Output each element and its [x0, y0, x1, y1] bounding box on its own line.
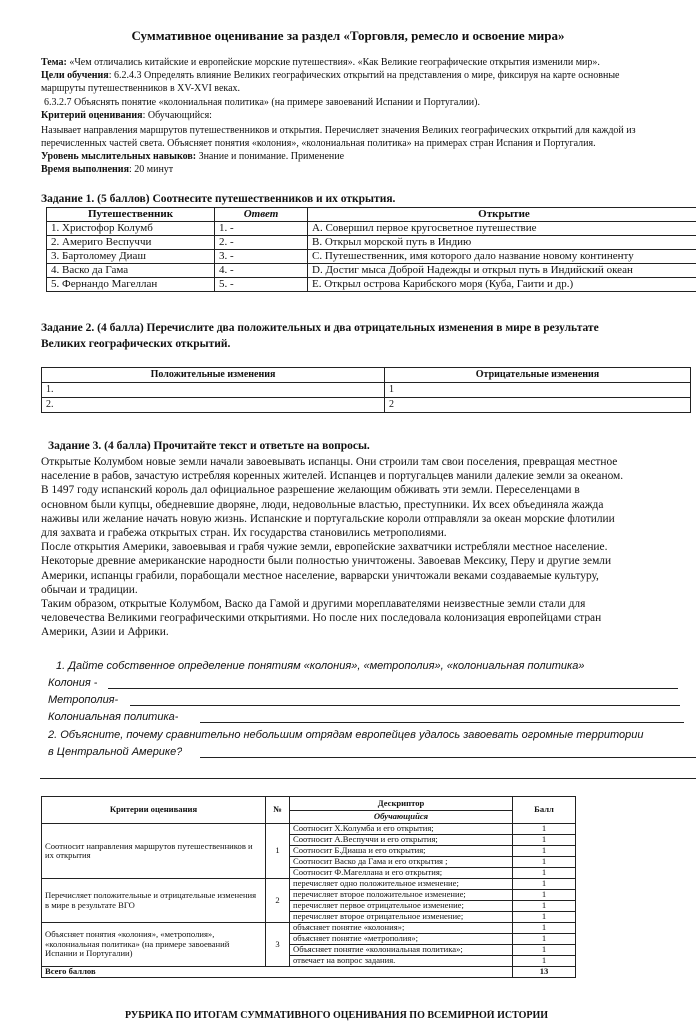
level-text: Знание и понимание. Применение	[196, 151, 344, 162]
task1-table	[46, 207, 696, 292]
descriptor-cell: перечисляет второе отрицательное изменение;	[290, 912, 513, 923]
time-label: Время выполнения	[41, 164, 129, 175]
rubric-table	[41, 796, 576, 978]
criterion-cell: Объясняет понятия «колония», «метрополия», «колониальная политика» (на примере завоеваний Испании и Португалии)	[42, 923, 266, 967]
descriptor-cell: перечисляет первое отрицательное изменение;	[290, 901, 513, 912]
policy-label: Колониальная политика-	[48, 711, 178, 723]
col-answer: Ответ	[215, 208, 308, 222]
descriptor-cell: Соотносит Васко да Гама и его открытия ;	[290, 857, 513, 868]
goals-line-2: маршруты путешественников в XV-XVI веках.	[41, 82, 240, 95]
total-row	[42, 967, 576, 978]
answer-cell[interactable]: 4. -	[215, 264, 308, 278]
paragraph-line: Таким образом, открытые Колумбом, Васко да Гамой и другими мореплавателями неизвестные земли стали для	[41, 597, 696, 611]
paragraph-line: наживы или желание начать новую жизнь. Испанские и португальские короли отправляли за океан морские флотилии	[41, 512, 696, 526]
descriptor-cell: объясняет понятие «метрополия»;	[290, 934, 513, 945]
traveler-cell: 3. Бартоломеу Диаш	[47, 250, 215, 264]
discovery-cell: E. Открыл острова Карибского моря (Куба, Гаити и др.)	[308, 278, 696, 292]
score-cell: 1	[513, 912, 576, 923]
question-2: 2. Объясните, почему сравнительно небольшим отрядам европейцев удалось завоевать огромные территории	[48, 729, 696, 741]
criteria-label: Критерий оценивания	[41, 110, 143, 121]
traveler-cell: 1. Христофор Колумб	[47, 222, 215, 236]
answer-cell[interactable]: 2. -	[215, 236, 308, 250]
criterion-cell: Соотносит направления маршрутов путешественников и их открытия	[42, 824, 266, 879]
score-cell: 1	[513, 934, 576, 945]
paragraph-line: основном были купцы, обедневшие дворяне, люди, недовольные властью, преступники. Их всех объединяла жажда	[41, 498, 696, 512]
col-descriptor: Дескриптор	[290, 797, 513, 811]
col-positive: Положительные изменения	[42, 368, 385, 383]
goals-line	[41, 69, 696, 82]
col-discovery: Открытие	[308, 208, 696, 222]
goals-line-3: 6.3.2.7 Объяснять понятие «колониальная политика» (на примере завоеваний Испании и Португалии).	[44, 96, 480, 109]
traveler-cell: 4. Васко да Гама	[47, 264, 215, 278]
score-cell: 1	[513, 868, 576, 879]
score-cell: 1	[513, 857, 576, 868]
topic-line	[41, 56, 600, 69]
table-row	[47, 222, 696, 236]
paragraph-line: население в рабов, зачастую истребляя коренных жителей. Испанцев и португальцев манили далекие земли за океаном.	[41, 469, 696, 483]
criteria-line-2: Называет направления маршрутов путешественников и открытия. Перечисляет значения Великих географических открытий для каждой из	[41, 124, 696, 137]
task2-heading: Задание 2. (4 балла) Перечислите два положительных и два отрицательных изменения в мире в результате	[41, 322, 696, 334]
table-row	[42, 923, 576, 934]
col-criteria: Критерии оценивания	[42, 797, 266, 824]
page-title: Суммативное оценивание за раздел «Торговля, ремесло и освоение мира»	[0, 28, 696, 44]
score-cell: 1	[513, 846, 576, 857]
time-line	[41, 163, 173, 176]
question-2-answer-line[interactable]	[200, 757, 696, 758]
level-label: Уровень мыслительных навыков:	[41, 151, 196, 162]
next-section-heading: РУБРИКА ПО ИТОГАМ СУММАТИВНОГО ОЦЕНИВАНИЯ ПО ВСЕМИРНОЙ ИСТОРИИ	[125, 1010, 548, 1021]
table-row	[47, 236, 696, 250]
discovery-cell: C. Путешественник, имя которого дало название новому континенту	[308, 250, 696, 264]
topic-text: «Чем отличались китайские и европейские морские путешествия». «Как Великие географические открытия изменили мир».	[69, 57, 600, 68]
descriptor-cell: объясняет понятие «колония»;	[290, 923, 513, 934]
descriptor-cell: перечисляет второе положительное изменение;	[290, 890, 513, 901]
traveler-cell: 2. Америго Веспуччи	[47, 236, 215, 250]
paragraph-line: Америки, Азии и Африки.	[41, 625, 696, 639]
descriptor-cell: Соотносит А.Веспуччи и его открытия;	[290, 835, 513, 846]
col-num: №	[266, 797, 290, 824]
total-label: Всего баллов	[42, 967, 513, 978]
level-line	[41, 150, 344, 163]
task2-table	[41, 367, 691, 413]
descriptor-cell: Соотносит Ф.Магеллана и его открытия;	[290, 868, 513, 879]
score-cell: 1	[513, 835, 576, 846]
col-score: Балл	[513, 797, 576, 824]
descriptor-cell: Соотносит Х.Колумба и его открытия;	[290, 824, 513, 835]
goals-label: Цели обучения	[41, 70, 109, 81]
col-traveler: Путешественник	[47, 208, 215, 222]
table-row	[47, 278, 696, 292]
answer-cell[interactable]: 1. -	[215, 222, 308, 236]
paragraph-line: Открытые Колумбом новые земли начали завоевывать испанцы. Они строили там свои поселения, превращая местное	[41, 455, 696, 469]
score-cell: 1	[513, 945, 576, 956]
criteria-text: : Обучающийся:	[143, 110, 212, 121]
answer-cell[interactable]: 3. -	[215, 250, 308, 264]
col-descriptor-sub: Обучающийся	[290, 810, 513, 824]
paragraph-line: обычаи и традиции.	[41, 583, 696, 597]
traveler-cell: 5. Фернандо Магеллан	[47, 278, 215, 292]
criterion-num: 2	[266, 879, 290, 923]
paragraph-line: человечества Великими географическими открытиями. Но после них последовала колонизация европейцами стран	[41, 611, 696, 625]
task1-heading: Задание 1. (5 баллов) Соотнесите путешественников и их открытия.	[41, 193, 395, 205]
criteria-line-3: перечисленных частей света. Объясняет понятия «колония», «колониальная политика» на примерах стран Испания и Португалия.	[41, 137, 696, 150]
metropolis-label: Метрополия-	[48, 694, 118, 706]
table-row	[42, 824, 576, 835]
question-2-answer-line-2[interactable]	[40, 778, 696, 779]
col-negative: Отрицательные изменения	[385, 368, 691, 383]
topic-label: Тема:	[41, 57, 67, 68]
task3-paragraph	[41, 455, 696, 640]
discovery-cell: A. Совершил первое кругосветное путешествие	[308, 222, 696, 236]
table-row	[42, 383, 691, 398]
goals-text: : 6.2.4.3 Определять влияние Великих географических открытий на представления о мире, фиксируя на карте основные	[109, 70, 620, 81]
paragraph-line: для захвата и грабежа открытых стран. Их государства становились метрополиями.	[41, 526, 696, 540]
task2-heading-2: Великих географических открытий.	[41, 338, 230, 350]
score-cell: 1	[513, 956, 576, 967]
descriptor-cell: Объясняет понятие «колониальная политика»;	[290, 945, 513, 956]
criterion-num: 3	[266, 923, 290, 967]
score-cell: 1	[513, 890, 576, 901]
colony-answer-line[interactable]	[108, 688, 678, 689]
task3-heading: Задание 3. (4 балла) Прочитайте текст и ответьте на вопросы.	[48, 440, 370, 452]
table-row	[42, 879, 576, 890]
colony-label: Колония -	[48, 677, 97, 689]
criteria-line	[41, 109, 212, 122]
discovery-cell: D. Достиг мыса Доброй Надежды и открыл путь в Индийский океан	[308, 264, 696, 278]
criterion-cell: Перечисляет положительные и отрицательные изменения в мире в результате ВГО	[42, 879, 266, 923]
score-cell: 1	[513, 824, 576, 835]
score-cell: 1	[513, 879, 576, 890]
paragraph-line: Америки, испанцы грабили, порабощали местное население, варварски уничтожали веками создаваемые культуру,	[41, 569, 696, 583]
score-cell: 1	[513, 923, 576, 934]
positive-cell[interactable]: 2.	[42, 398, 385, 413]
score-cell: 1	[513, 901, 576, 912]
question-1: 1. Дайте собственное определение понятиям «колония», «метрополия», «колониальная политика»	[56, 660, 584, 672]
descriptor-cell: перечисляет одно положительное изменение;	[290, 879, 513, 890]
table-row	[42, 398, 691, 413]
positive-cell[interactable]: 1.	[42, 383, 385, 398]
negative-cell[interactable]: 1	[385, 383, 691, 398]
paragraph-line: В 1497 году испанский король дал официальное разрешение желающим обживать эти земли. Переселенцами в	[41, 483, 696, 497]
table-row	[47, 264, 696, 278]
time-text: : 20 минут	[129, 164, 173, 175]
negative-cell[interactable]: 2	[385, 398, 691, 413]
metropolis-answer-line[interactable]	[130, 705, 680, 706]
descriptor-cell: отвечает на вопрос задания.	[290, 956, 513, 967]
policy-answer-line[interactable]	[200, 722, 684, 723]
discovery-cell: B. Открыл морской путь в Индию	[308, 236, 696, 250]
paragraph-line: После открытия Америки, завоевывая и грабя чужие земли, европейские захватчики истребляли местное население.	[41, 540, 696, 554]
descriptor-cell: Соотносит Б.Диаша и его открытия;	[290, 846, 513, 857]
paragraph-line: Некоторые древние американские народности были полностью уничтожены. Завоевав Мексику, Перу и другие земли	[41, 554, 696, 568]
answer-cell[interactable]: 5. -	[215, 278, 308, 292]
criterion-num: 1	[266, 824, 290, 879]
total-value: 13	[513, 967, 576, 978]
question-2-line-2: в Центральной Америке?	[48, 746, 182, 758]
table-row	[47, 250, 696, 264]
